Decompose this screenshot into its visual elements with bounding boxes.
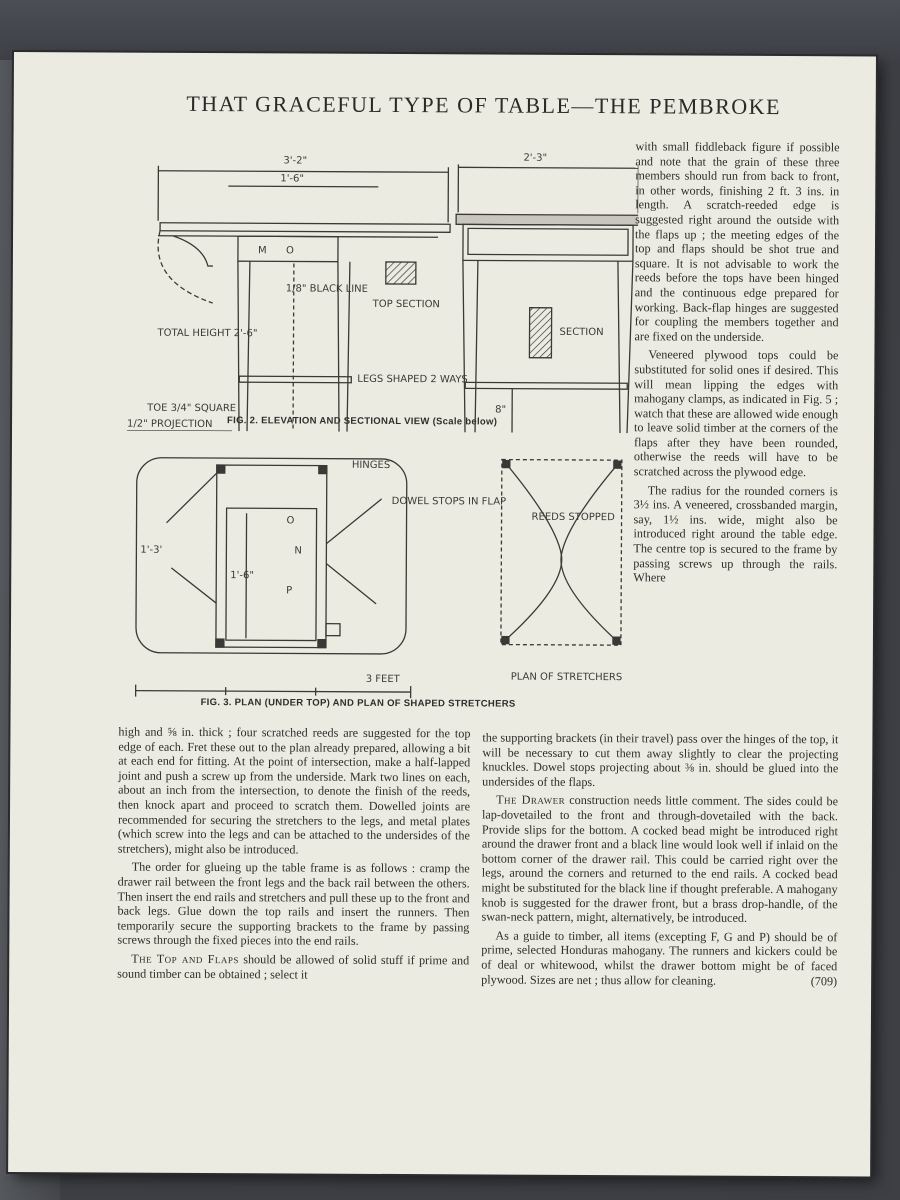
dowel-stops-label: DOWEL STOPS IN FLAP xyxy=(391,495,507,508)
eight-inch-label: 8" xyxy=(495,404,507,416)
section-label: SECTION xyxy=(559,326,604,339)
plan-o-label: O xyxy=(286,515,295,527)
right-paragraph-2: Veneered plywood tops could be substituted for solid ones if desired. This will mean lipping the edges with mahogany clamps, as indicated in Fig. 5 ; watch that these are allowed wide enough to leave solid timber at the corners of the flaps after they have been rounded, otherwise the reeds will have to be scratched across the plywood edge. xyxy=(633,347,839,480)
fig3-plan-drawing xyxy=(126,453,637,706)
bottom-left-paragraph-1: high and ⅝ in. thick ; four scratched reeds are suggested for the top edge of each. Fret these out to the plan already prepared, allowing a bit at each end for fitting. At the point of intersection, make a half-lapped joint and push a screw up from the underside. Mark two lines on each, about an inch from the intersection, to denote the finish of the reeds, then knock apart and proceed to scratch them. Dowelled joints are recommended for securing the stretchers to the legs, and metal plates (which screw into the legs and can be attached to the undersides of the stretchers), might also be introduced. xyxy=(117,724,471,857)
legs-shaped-label: LEGS SHAPED 2 WAYS xyxy=(357,373,468,386)
drawer-text: construction needs little comment. The sides could be lap-dovetailed to the front and through-dovetailed with the back. Provide slips for the bottom. A cocked bead might be introduced right around the drawer front and a black line would look well if inlaid on the bottom corner of the drawer rail. This could be carried right over the legs, around the corners and returned to the end rails. A cocked bead might be substituted for the black line if thought preferable. A mahogany knob is suggested for the drawer front, but a brass drop-handle, of the swan-neck pattern, might, alternatively, be introduced. xyxy=(481,793,839,925)
drawer-o-label: O xyxy=(285,245,294,257)
bottom-right-paragraph-1: the supporting brackets (in their travel) pass over the hinges of the top, it will be necessary to cut them away slightly to clear the projecting knuckles. Dowel stops projecting about ⅜ in. should be glued into the undersides of the flaps. xyxy=(482,730,839,789)
bottom-right-column xyxy=(481,730,838,992)
bottom-right-paragraph-3 xyxy=(481,928,837,988)
projection-label: 1/2" PROJECTION xyxy=(127,418,213,431)
total-height-label: TOTAL HEIGHT 2'-6" xyxy=(157,327,258,340)
drawer-heading: The Drawer xyxy=(496,792,566,808)
fig2-caption: FIG. 2. ELEVATION AND SECTIONAL VIEW (Scale below) xyxy=(227,415,498,428)
timber-text: As a guide to timber, all items (excepting F, G and P) should be of prime, selected Honduras mahogany. The runners and kickers could be of deal or whitewood, whilst the drawer bottom might be of faced plywood. Sizes are net ; thus allow for cleaning. xyxy=(481,928,838,988)
magazine-page xyxy=(8,52,876,1176)
right-paragraph-1: with small fiddleback figure if possible and note that the grain of these three members should run from back to front, in other words, finishing 2 ft. 3 ins. in length. A scratch-reeded edge is suggested right around the outside with the flaps up ; the meeting edges of the top and flaps should be shot true and square. It is not advisable to work the reeds before the tops have been hinged and the continuous edge prepared for working. Back-flap hinges are suggested for coupling the members together and are fixed on the underside. xyxy=(634,139,840,344)
bottom-left-column xyxy=(117,725,470,987)
drawer-m-label: M xyxy=(257,245,267,257)
right-paragraph-3: The radius for the rounded corners is 3½ ins. A veneered, crossbanded margin, say, 1½ ins. wide, might also be introduced right around the table edge. The centre top is secured to the frame by passing screws up through the rails. Where xyxy=(633,482,838,585)
bottom-right-paragraph-2 xyxy=(481,793,838,926)
dim-one-three: 1'-3' xyxy=(140,544,163,556)
top-and-flaps-text: should be allowed of solid stuff if prime and sound timber can be obtained ; select it xyxy=(117,952,470,982)
plan-n-label: N xyxy=(294,545,302,557)
black-line-label: 1/8" BLACK LINE xyxy=(285,283,369,295)
background-top xyxy=(0,0,900,60)
dim-width-total: 3'-2" xyxy=(283,155,308,167)
page-number: (709) xyxy=(810,973,838,988)
plan-of-stretchers-label: PLAN OF STRETCHERS xyxy=(510,671,623,684)
page-title: THAT GRACEFUL TYPE OF TABLE—THE PEMBROKE xyxy=(186,90,782,120)
top-section-label: TOP SECTION xyxy=(372,298,440,311)
bottom-left-paragraph-2: The order for glueing up the table frame is as follows : cramp the drawer rail between the front legs and the back rail between the others. Then insert the end rails and stretchers and pull these up to the front and back legs. Glue down the top rails and insert the runners. Then temporarily secure the supporting brackets to the frame by passing screws through the fixed pieces into the end rails. xyxy=(117,859,470,949)
bottom-left-paragraph-3 xyxy=(117,951,469,982)
reeds-stopped-label: REEDS STOPPED xyxy=(531,511,615,524)
fig3-caption: FIG. 3. PLAN (UNDER TOP) AND PLAN OF SHAPED STRETCHERS xyxy=(200,696,516,710)
fig2-elevation-drawing xyxy=(117,141,639,434)
hinges-label: HINGES xyxy=(351,459,391,471)
right-column xyxy=(633,139,839,590)
dim-one-six: 1'-6" xyxy=(230,570,254,582)
toe-label: TOE 3/4" SQUARE xyxy=(147,402,237,415)
three-feet-label: 3 FEET xyxy=(365,673,400,686)
dim-width-side: 2'-3" xyxy=(523,152,548,164)
plan-p-label: P xyxy=(286,585,293,597)
top-and-flaps-heading: The Top and Flaps xyxy=(131,951,240,967)
dim-width-top: 1'-6" xyxy=(280,173,305,185)
